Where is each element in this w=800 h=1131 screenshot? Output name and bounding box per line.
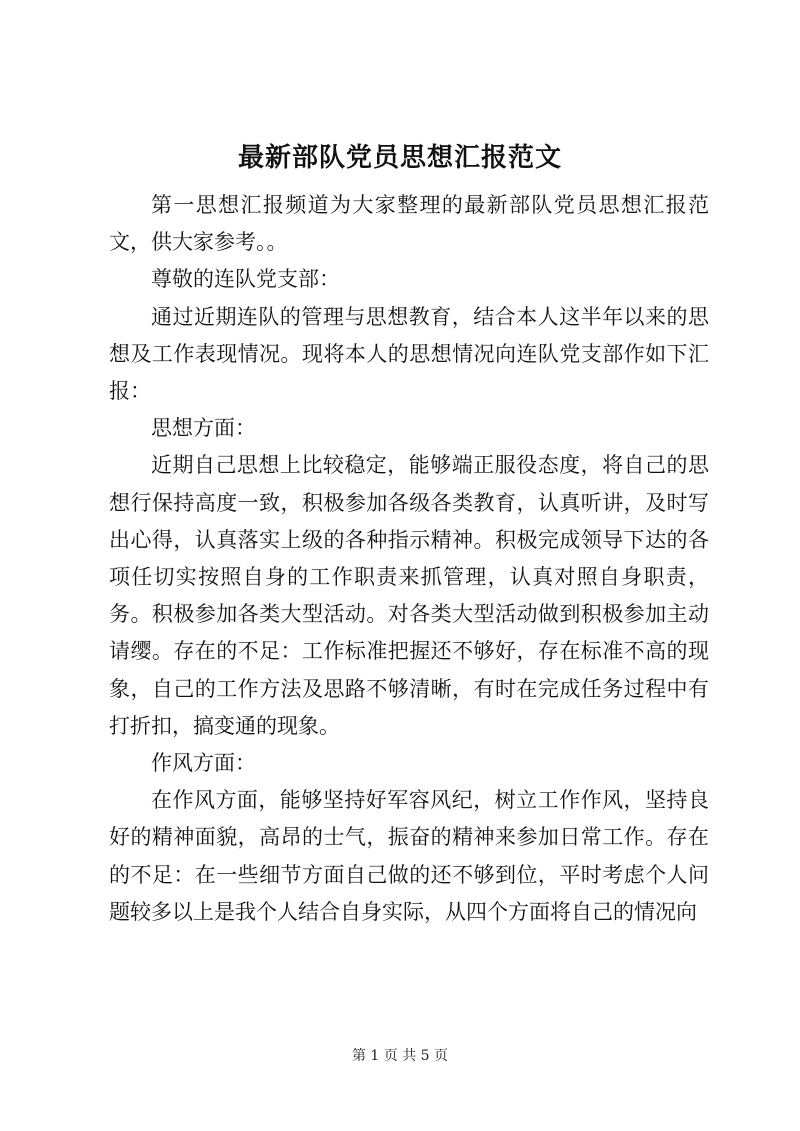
paragraph-opening: 通过近期连队的管理与思想教育，结合本人这半年以来的思想及工作表现情况。现将本人的思想情况向连队党支部作如下汇报：: [109, 304, 709, 404]
document-title: 最新部队党员思想汇报范文: [237, 143, 562, 173]
section-heading-style: 作风方面：: [151, 751, 256, 776]
document-body: [109, 187, 709, 931]
paragraph-thought: 近期自己思想上比较稳定，能够端正服役态度，将自己的思想行保持高度一致，积极参加各级各类教育，认真听讲，及时写出心得，认真落实上级的各种指示精神。积极完成领导下达的各项任切实按照自身的工作职责来抓管理，认真对照自身职责，务。积极参加各类大型活动。对各类大型活动做到积极参加主动请缨。存在的不足：工作标准把握还不够好，存在标准不高的现象，自己的工作方法及思路不够清晰，有时在完成任务过程中有打折扣，搞变通的现象。: [109, 453, 709, 738]
paragraph-salutation: 尊敬的连队党支部：: [151, 267, 340, 292]
paragraph-style: 在作风方面，能够坚持好军容风纪，树立工作作风，坚持良好的精神面貌，高昂的士气，振奋的精神来参加日常工作。存在的不足：在一些细节方面自己做的还不够到位，平时考虑个人问题较多以上是我个人结合自身实际，从四个方面将自己的情况向: [109, 788, 709, 924]
page-footer: 第 1 页 共 5 页: [351, 1048, 449, 1064]
section-heading-thought: 思想方面：: [151, 416, 256, 441]
paragraph-intro: 第一思想汇报频道为大家整理的最新部队党员思想汇报范文，供大家参考。。: [109, 193, 709, 255]
